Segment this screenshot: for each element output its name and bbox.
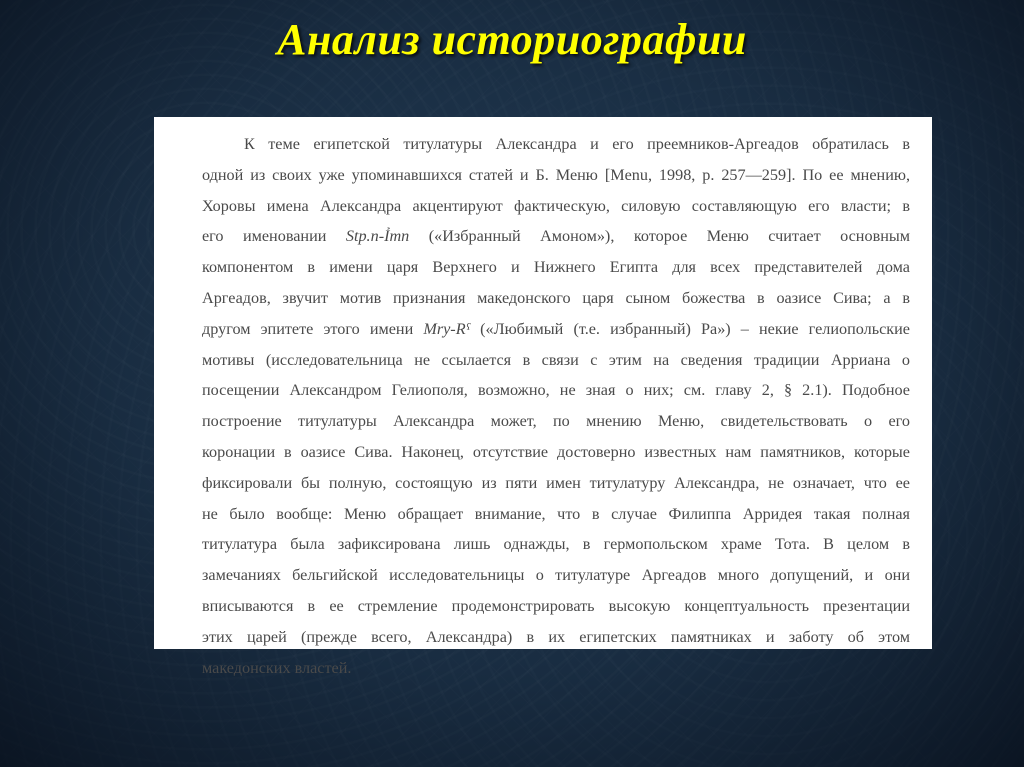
slide-title: Анализ историографии (277, 15, 747, 64)
document-line: замечаниях бельгийской исследовательницы о титулатуре Аргеадов много допущений, и они (202, 566, 910, 585)
document-line: Хоровы имена Александра акцентируют фактическую, силовую составляющую его власти; в (202, 196, 910, 215)
document-line: посещении Александром Гелиополя, возможно, не зная о них; см. главу 2, § 2.1). Подобное (202, 381, 910, 400)
document-line: этих царей (прежде всего, Александра) в их египетских памятниках и заботу об этом (202, 627, 910, 646)
document-line: К теме египетской титулатуры Александра и его преемников-Аргеадов обратилась в (244, 135, 910, 153)
document-line: Аргеадов, звучит мотив признания македонского царя сыном божества в оазисе Сива; а в (202, 288, 910, 307)
document-line: его именовании Stp.n-Ỉmn («Избранный Амоном»), которое Меню считает основным (202, 227, 910, 246)
document-line: одной из своих уже упоминавшихся статей и Б. Меню [Menu, 1998, p. 257—259]. По ее мнению, (202, 165, 910, 184)
transliteration: Mry-Rˁ (423, 319, 470, 338)
document-text (202, 129, 910, 683)
document-line: коронации в оазисе Сива. Наконец, отсутствие достоверно известных нам памятников, которые (202, 442, 910, 461)
document-line: титулатура была зафиксирована лишь однажды, в гермопольском храме Тота. В целом в (202, 535, 910, 554)
document-line: фиксировали бы полную, состоящую из пяти имен титулатуру Александра, не означает, что ее (202, 473, 910, 492)
document-line: вписываются в ее стремление продемонстрировать высокую концептуальность презентации (202, 596, 910, 615)
document-line: не было вообще: Меню обращает внимание, что в случае Филиппа Арридея такая полная (202, 504, 910, 523)
transliteration: Stp.n-Ỉmn (345, 227, 410, 246)
document-line: компонентом в имени царя Верхнего и Нижнего Египта для всех представителей дома (202, 258, 910, 277)
document-line: мотивы (исследовательница не ссылается в связи с этим на сведения традиции Арриана о (202, 350, 910, 369)
document-line: построение титулатуры Александра может, по мнению Меню, свидетельствовать о его (202, 412, 910, 431)
document-excerpt (154, 117, 932, 677)
document-line: другом эпитете этого имени Mry-Rˁ («Любимый (т.е. избранный) Ра») – некие гелиопольские (202, 319, 910, 338)
document-line: македонских властей. (202, 658, 352, 677)
